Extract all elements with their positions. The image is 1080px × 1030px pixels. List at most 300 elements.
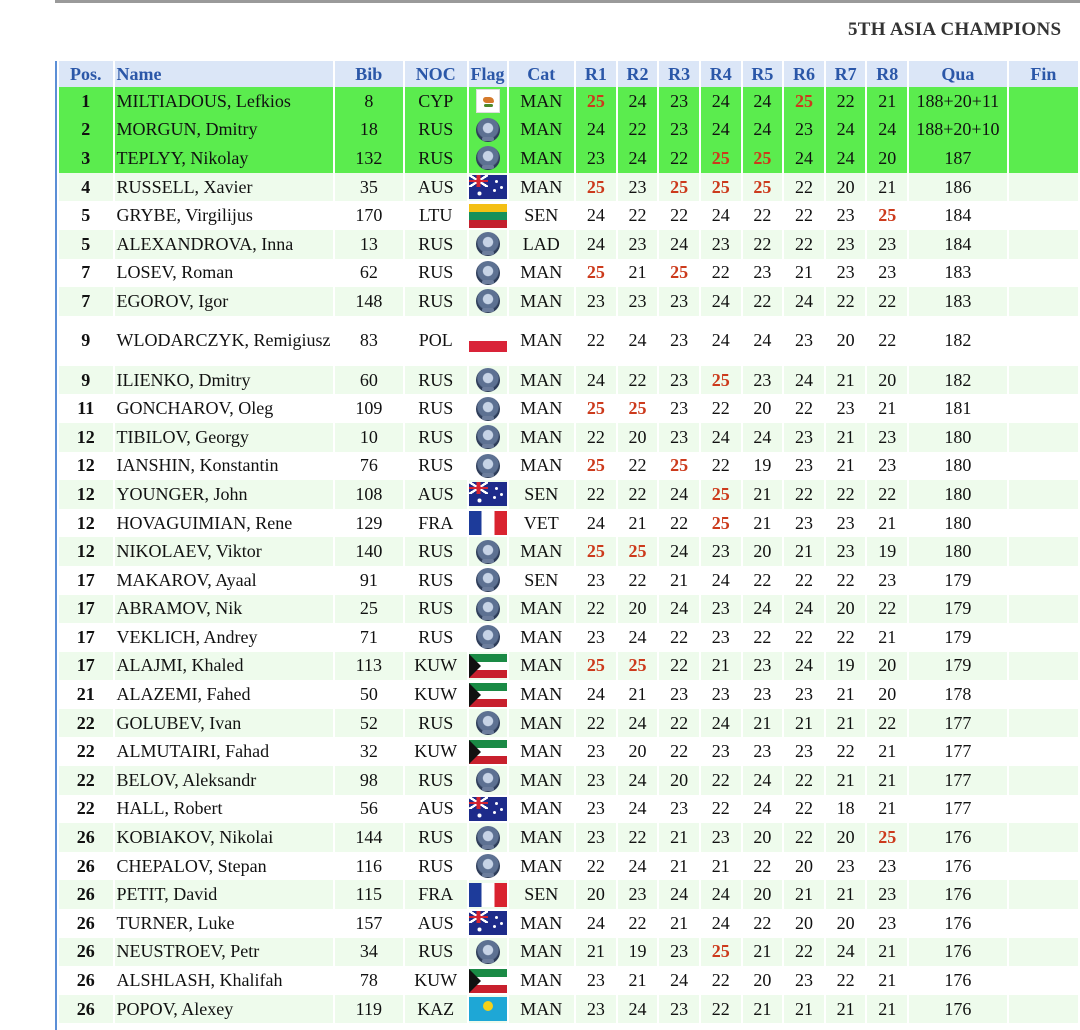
russia-emblem-icon (476, 625, 500, 649)
flag-cell (469, 623, 507, 652)
round-4-score: 23 (701, 737, 741, 766)
position-cell: 26 (59, 823, 113, 852)
round-6-score: 24 (784, 144, 824, 173)
round-5-score: 21 (743, 709, 783, 738)
round-3-score: 23 (659, 795, 699, 824)
table-row (59, 394, 1078, 423)
table-row (59, 623, 1078, 652)
flag-cell (469, 737, 507, 766)
position-cell: 22 (59, 709, 113, 738)
category-cell: MAN (509, 316, 575, 366)
round-4-score: 25 (701, 509, 741, 538)
round-7-score: 20 (826, 595, 866, 624)
round-8-score: 21 (867, 766, 907, 795)
round-7-score: 23 (826, 259, 866, 288)
flag-cell (469, 823, 507, 852)
table-row (59, 938, 1078, 967)
qualification-score-cell: 180 (909, 480, 1007, 509)
final-score-cell (1009, 737, 1078, 766)
noc-cell: AUS (405, 795, 467, 824)
final-score-cell (1009, 595, 1078, 624)
round-2-score: 24 (618, 766, 658, 795)
round-8-score: 21 (867, 173, 907, 202)
russia-emblem-icon (476, 826, 500, 850)
flag-cell (469, 966, 507, 995)
col-header-r5[interactable]: R5 (743, 61, 783, 87)
kuwait-flag-icon (469, 654, 507, 678)
athlete-name-cell: TEPLYY, Nikolay (115, 144, 333, 173)
russia-emblem-icon (476, 597, 500, 621)
col-header-r3[interactable]: R3 (659, 61, 699, 87)
qualification-score-cell: 180 (909, 452, 1007, 481)
flag-cell (469, 116, 507, 145)
qualification-score-cell: 182 (909, 366, 1007, 395)
round-3-score: 21 (659, 852, 699, 881)
round-1-score: 22 (576, 316, 616, 366)
final-score-cell (1009, 480, 1078, 509)
flag-cell (469, 316, 507, 366)
round-2-score: 23 (618, 230, 658, 259)
table-row (59, 966, 1078, 995)
bib-cell: 52 (335, 709, 403, 738)
round-8-score: 21 (867, 795, 907, 824)
round-3-score: 23 (659, 287, 699, 316)
final-score-cell (1009, 366, 1078, 395)
athlete-name-cell: LOSEV, Roman (115, 259, 333, 288)
round-8-score: 23 (867, 566, 907, 595)
athlete-name-cell: ILIENKO, Dmitry (115, 366, 333, 395)
qualification-score-cell: 187 (909, 144, 1007, 173)
round-3-score: 22 (659, 509, 699, 538)
noc-cell: RUS (405, 394, 467, 423)
noc-cell: RUS (405, 852, 467, 881)
athlete-name-cell: WLODARCZYK, Remigiusz (115, 316, 333, 366)
russia-emblem-icon (476, 711, 500, 735)
round-2-score: 22 (618, 201, 658, 230)
final-score-cell (1009, 230, 1078, 259)
round-2-score: 24 (618, 316, 658, 366)
round-8-score: 22 (867, 595, 907, 624)
table-row (59, 452, 1078, 481)
qualification-score-cell: 180 (909, 423, 1007, 452)
round-2-score: 25 (618, 537, 658, 566)
round-8-score: 21 (867, 938, 907, 967)
round-1-score: 22 (576, 480, 616, 509)
table-row (59, 259, 1078, 288)
round-2-score: 19 (618, 938, 658, 967)
athlete-name-cell: MILTIADOUS, Lefkios (115, 87, 333, 116)
bib-cell: 62 (335, 259, 403, 288)
round-5-score: 19 (743, 452, 783, 481)
athlete-name-cell: TIBILOV, Georgy (115, 423, 333, 452)
noc-cell: RUS (405, 766, 467, 795)
round-4-score: 24 (701, 316, 741, 366)
round-4-score: 22 (701, 995, 741, 1024)
kazakhstan-flag-icon (469, 997, 507, 1021)
noc-cell: RUS (405, 709, 467, 738)
russia-emblem-icon (476, 454, 500, 478)
noc-cell: AUS (405, 909, 467, 938)
position-cell: 17 (59, 623, 113, 652)
table-row (59, 995, 1078, 1024)
round-5-score: 20 (743, 537, 783, 566)
round-2-score: 23 (618, 880, 658, 909)
round-6-score: 21 (784, 709, 824, 738)
flag-cell (469, 766, 507, 795)
bib-cell: 132 (335, 144, 403, 173)
round-3-score: 24 (659, 230, 699, 259)
final-score-cell (1009, 201, 1078, 230)
round-7-score: 21 (826, 709, 866, 738)
category-cell: SEN (509, 480, 575, 509)
round-2-score: 24 (618, 995, 658, 1024)
round-6-score: 22 (784, 230, 824, 259)
final-score-cell (1009, 909, 1078, 938)
round-5-score: 25 (743, 173, 783, 202)
round-2-score: 21 (618, 966, 658, 995)
round-5-score: 25 (743, 144, 783, 173)
round-4-score: 23 (701, 823, 741, 852)
col-header-r6[interactable]: R6 (784, 61, 824, 87)
round-5-score: 20 (743, 966, 783, 995)
final-score-cell (1009, 287, 1078, 316)
round-5-score: 23 (743, 737, 783, 766)
flag-cell (469, 173, 507, 202)
round-8-score: 25 (867, 823, 907, 852)
round-1-score: 23 (576, 823, 616, 852)
category-cell: LAD (509, 230, 575, 259)
final-score-cell (1009, 852, 1078, 881)
bib-cell: 119 (335, 995, 403, 1024)
round-8-score: 22 (867, 709, 907, 738)
flag-cell (469, 394, 507, 423)
category-cell: VET (509, 509, 575, 538)
category-cell: MAN (509, 366, 575, 395)
round-1-score: 24 (576, 366, 616, 395)
table-row (59, 173, 1078, 202)
athlete-name-cell: EGOROV, Igor (115, 287, 333, 316)
qualification-score-cell: 184 (909, 230, 1007, 259)
round-5-score: 21 (743, 995, 783, 1024)
round-8-score: 23 (867, 230, 907, 259)
australia-flag-icon (469, 482, 507, 506)
round-7-score: 23 (826, 230, 866, 259)
athlete-name-cell: VEKLICH, Andrey (115, 623, 333, 652)
round-5-score: 22 (743, 230, 783, 259)
final-score-cell (1009, 259, 1078, 288)
athlete-name-cell: ALAJMI, Khaled (115, 652, 333, 681)
australia-flag-icon (469, 911, 507, 935)
final-score-cell (1009, 173, 1078, 202)
category-cell: MAN (509, 423, 575, 452)
round-1-score: 23 (576, 795, 616, 824)
col-header-name[interactable]: Name (115, 61, 333, 87)
round-6-score: 22 (784, 566, 824, 595)
round-3-score: 25 (659, 452, 699, 481)
bib-cell: 13 (335, 230, 403, 259)
round-6-score: 25 (784, 87, 824, 116)
round-5-score: 24 (743, 316, 783, 366)
noc-cell: KUW (405, 680, 467, 709)
col-header-r1[interactable]: R1 (576, 61, 616, 87)
table-row (59, 823, 1078, 852)
round-7-score: 21 (826, 880, 866, 909)
round-5-score: 21 (743, 480, 783, 509)
round-5-score: 23 (743, 652, 783, 681)
round-3-score: 22 (659, 144, 699, 173)
round-7-score: 22 (826, 287, 866, 316)
round-1-score: 23 (576, 966, 616, 995)
col-header-qua[interactable]: Qua (909, 61, 1007, 87)
col-header-r7[interactable]: R7 (826, 61, 866, 87)
table-row (59, 537, 1078, 566)
flag-cell (469, 938, 507, 967)
position-cell: 11 (59, 394, 113, 423)
position-cell: 12 (59, 452, 113, 481)
bib-cell: 8 (335, 87, 403, 116)
category-cell: MAN (509, 938, 575, 967)
bib-cell: 60 (335, 366, 403, 395)
round-3-score: 24 (659, 595, 699, 624)
athlete-name-cell: HALL, Robert (115, 795, 333, 824)
category-cell: MAN (509, 766, 575, 795)
table-row (59, 852, 1078, 881)
round-6-score: 24 (784, 595, 824, 624)
table-row (59, 423, 1078, 452)
noc-cell: POL (405, 316, 467, 366)
round-2-score: 24 (618, 709, 658, 738)
round-7-score: 23 (826, 509, 866, 538)
qualification-score-cell: 177 (909, 766, 1007, 795)
event-title: 5TH ASIA CHAMPIONS (848, 19, 1062, 40)
noc-cell: FRA (405, 509, 467, 538)
round-4-score: 24 (701, 201, 741, 230)
round-5-score: 23 (743, 680, 783, 709)
bib-cell: 78 (335, 966, 403, 995)
final-score-cell (1009, 995, 1078, 1024)
qualification-score-cell: 183 (909, 259, 1007, 288)
round-6-score: 22 (784, 173, 824, 202)
round-1-score: 25 (576, 173, 616, 202)
position-cell: 12 (59, 423, 113, 452)
round-8-score: 21 (867, 87, 907, 116)
qualification-score-cell: 182 (909, 316, 1007, 366)
round-5-score: 22 (743, 909, 783, 938)
round-3-score: 23 (659, 316, 699, 366)
table-row (59, 230, 1078, 259)
flag-cell (469, 795, 507, 824)
bib-cell: 116 (335, 852, 403, 881)
round-7-score: 21 (826, 680, 866, 709)
round-5-score: 20 (743, 823, 783, 852)
position-cell: 22 (59, 737, 113, 766)
noc-cell: RUS (405, 144, 467, 173)
flag-cell (469, 537, 507, 566)
category-cell: MAN (509, 852, 575, 881)
final-score-cell (1009, 709, 1078, 738)
qualification-score-cell: 180 (909, 509, 1007, 538)
russia-emblem-icon (476, 232, 500, 256)
round-5-score: 22 (743, 623, 783, 652)
round-7-score: 21 (826, 423, 866, 452)
bib-cell: 83 (335, 316, 403, 366)
athlete-name-cell: PETIT, David (115, 880, 333, 909)
position-cell: 17 (59, 566, 113, 595)
round-8-score: 24 (867, 116, 907, 145)
position-cell: 17 (59, 595, 113, 624)
flag-cell (469, 566, 507, 595)
round-1-score: 23 (576, 144, 616, 173)
col-header-r2[interactable]: R2 (618, 61, 658, 87)
qualification-score-cell: 186 (909, 173, 1007, 202)
round-2-score: 24 (618, 795, 658, 824)
noc-cell: RUS (405, 423, 467, 452)
position-cell: 4 (59, 173, 113, 202)
final-score-cell (1009, 766, 1078, 795)
qualification-score-cell: 176 (909, 995, 1007, 1024)
position-cell: 12 (59, 537, 113, 566)
round-4-score: 25 (701, 366, 741, 395)
final-score-cell (1009, 144, 1078, 173)
category-cell: MAN (509, 709, 575, 738)
round-8-score: 23 (867, 852, 907, 881)
russia-emblem-icon (476, 768, 500, 792)
round-7-score: 24 (826, 144, 866, 173)
athlete-name-cell: NEUSTROEV, Petr (115, 938, 333, 967)
poland-flag-icon (469, 330, 507, 352)
round-7-score: 22 (826, 737, 866, 766)
round-6-score: 22 (784, 394, 824, 423)
col-header-noc[interactable]: NOC (405, 61, 467, 87)
noc-cell: AUS (405, 480, 467, 509)
athlete-name-cell: TURNER, Luke (115, 909, 333, 938)
round-4-score: 22 (701, 452, 741, 481)
category-cell: SEN (509, 566, 575, 595)
round-2-score: 21 (618, 680, 658, 709)
col-header-pos[interactable]: Pos. (59, 61, 113, 87)
russia-emblem-icon (476, 146, 500, 170)
round-3-score: 23 (659, 87, 699, 116)
round-2-score: 22 (618, 366, 658, 395)
round-4-score: 23 (701, 680, 741, 709)
round-6-score: 22 (784, 480, 824, 509)
final-score-cell (1009, 566, 1078, 595)
round-1-score: 23 (576, 623, 616, 652)
russia-emblem-icon (476, 261, 500, 285)
category-cell: MAN (509, 116, 575, 145)
col-header-fin[interactable]: Fin (1009, 61, 1078, 87)
russia-emblem-icon (476, 425, 500, 449)
round-4-score: 22 (701, 394, 741, 423)
noc-cell: RUS (405, 566, 467, 595)
round-4-score: 23 (701, 537, 741, 566)
bib-cell: 50 (335, 680, 403, 709)
round-2-score: 22 (618, 566, 658, 595)
round-4-score: 25 (701, 144, 741, 173)
round-1-score: 24 (576, 230, 616, 259)
flag-cell (469, 995, 507, 1024)
round-1-score: 24 (576, 116, 616, 145)
round-2-score: 21 (618, 259, 658, 288)
category-cell: MAN (509, 966, 575, 995)
round-5-score: 21 (743, 509, 783, 538)
qualification-score-cell: 176 (909, 938, 1007, 967)
athlete-name-cell: ALEXANDROVA, Inna (115, 230, 333, 259)
qualification-score-cell: 179 (909, 566, 1007, 595)
flag-cell (469, 909, 507, 938)
flag-cell (469, 144, 507, 173)
athlete-name-cell: IANSHIN, Konstantin (115, 452, 333, 481)
category-cell: MAN (509, 287, 575, 316)
round-1-score: 24 (576, 201, 616, 230)
noc-cell: AUS (405, 173, 467, 202)
round-2-score: 24 (618, 144, 658, 173)
round-7-score: 18 (826, 795, 866, 824)
round-4-score: 25 (701, 938, 741, 967)
col-header-r4[interactable]: R4 (701, 61, 741, 87)
athlete-name-cell: KOBIAKOV, Nikolai (115, 823, 333, 852)
position-cell: 9 (59, 316, 113, 366)
round-4-score: 24 (701, 566, 741, 595)
athlete-name-cell: RUSSELL, Xavier (115, 173, 333, 202)
table-row (59, 566, 1078, 595)
noc-cell: RUS (405, 823, 467, 852)
col-header-cat[interactable]: Cat (509, 61, 575, 87)
col-header-bib[interactable]: Bib (335, 61, 403, 87)
qualification-score-cell: 184 (909, 201, 1007, 230)
col-header-r8[interactable]: R8 (867, 61, 907, 87)
round-8-score: 22 (867, 480, 907, 509)
bib-cell: 115 (335, 880, 403, 909)
round-2-score: 24 (618, 852, 658, 881)
table-row (59, 766, 1078, 795)
russia-emblem-icon (476, 118, 500, 142)
col-header-flag[interactable]: Flag (469, 61, 507, 87)
round-3-score: 22 (659, 709, 699, 738)
round-6-score: 24 (784, 366, 824, 395)
qualification-score-cell: 176 (909, 966, 1007, 995)
noc-cell: RUS (405, 595, 467, 624)
round-1-score: 23 (576, 287, 616, 316)
table-row (59, 201, 1078, 230)
qualification-score-cell: 188+20+10 (909, 116, 1007, 145)
bib-cell: 34 (335, 938, 403, 967)
round-5-score: 22 (743, 201, 783, 230)
noc-cell: RUS (405, 287, 467, 316)
position-cell: 26 (59, 880, 113, 909)
round-7-score: 23 (826, 201, 866, 230)
round-2-score: 23 (618, 173, 658, 202)
round-3-score: 21 (659, 909, 699, 938)
position-cell: 26 (59, 938, 113, 967)
category-cell: MAN (509, 452, 575, 481)
round-8-score: 23 (867, 423, 907, 452)
kuwait-flag-icon (469, 740, 507, 764)
flag-cell (469, 595, 507, 624)
russia-emblem-icon (476, 289, 500, 313)
round-8-score: 20 (867, 680, 907, 709)
australia-flag-icon (469, 797, 507, 821)
bib-cell: 71 (335, 623, 403, 652)
category-cell: MAN (509, 823, 575, 852)
qualification-score-cell: 176 (909, 823, 1007, 852)
final-score-cell (1009, 938, 1078, 967)
round-4-score: 23 (701, 595, 741, 624)
round-4-score: 24 (701, 709, 741, 738)
results-table (57, 61, 1080, 1023)
athlete-name-cell: ALMUTAIRI, Fahad (115, 737, 333, 766)
round-1-score: 20 (576, 880, 616, 909)
